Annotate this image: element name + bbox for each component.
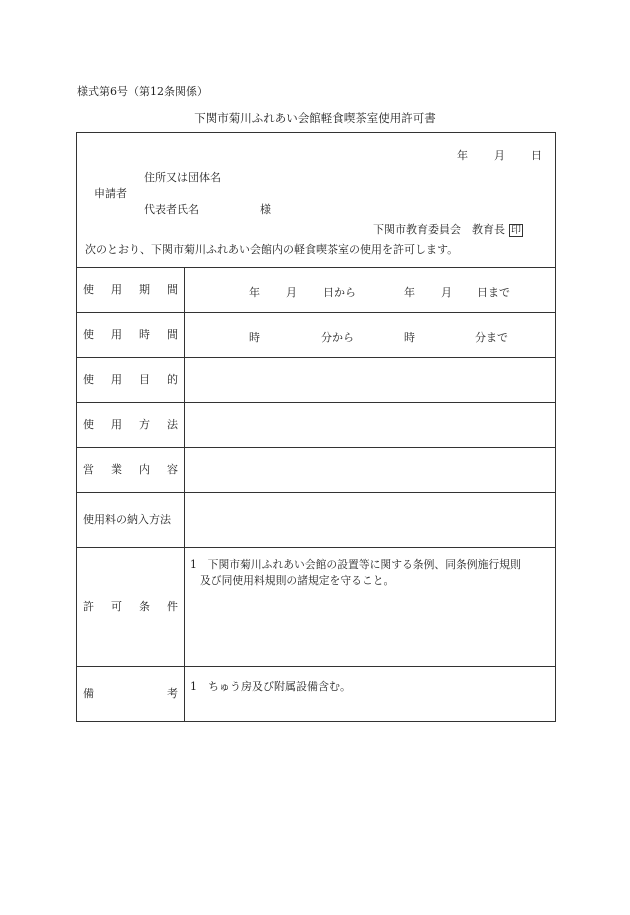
applicant-label: 申請者 xyxy=(94,187,127,200)
business-label xyxy=(77,447,184,492)
purpose-label xyxy=(77,357,184,402)
permit-form-table xyxy=(76,132,556,722)
date-month: 月 xyxy=(494,149,505,162)
time-label-char: 時 xyxy=(139,328,150,341)
permission-statement: 次のとおり、下関市菊川ふれあい会館内の軽食喫茶室の使用を許可します。 xyxy=(85,243,459,256)
issuer xyxy=(373,221,523,237)
period-label-char: 間 xyxy=(167,283,178,296)
time-minute-to: 分まで xyxy=(475,331,508,344)
business-label-char: 業 xyxy=(111,463,122,476)
period-month-start: 月 xyxy=(286,286,297,299)
time-label-char: 間 xyxy=(167,328,178,341)
time-minute-from: 分から xyxy=(321,331,354,344)
seal-mark: 印 xyxy=(511,225,521,236)
time-hour-end: 時 xyxy=(404,331,415,344)
address-label: 住所又は団体名 xyxy=(144,171,221,184)
document-title: 下関市菊川ふれあい会館軽食喫茶室使用許可書 xyxy=(194,111,436,125)
form-number: 様式第6号（第12条関係） xyxy=(77,85,208,98)
purpose-label-char: 使 xyxy=(83,373,94,386)
purpose-label-char: 目 xyxy=(139,373,150,386)
time-hour-start: 時 xyxy=(249,331,260,344)
honorific: 様 xyxy=(260,203,271,216)
period-label-char: 使 xyxy=(83,283,94,296)
period-day-from: 日から xyxy=(323,286,356,299)
method-label-char: 用 xyxy=(111,418,122,431)
time-label-char: 用 xyxy=(111,328,122,341)
fee-label xyxy=(77,492,184,547)
business-label-char: 内 xyxy=(139,463,150,476)
period-year-start: 年 xyxy=(249,286,260,299)
period-label xyxy=(77,267,184,312)
fee-label-text: 使用料の納入方法 xyxy=(83,513,171,526)
time-label xyxy=(77,312,184,357)
condition-text-line2: 及び同使用料規則の諸規定を守ること。 xyxy=(200,574,395,587)
method-label xyxy=(77,402,184,447)
period-label-char: 期 xyxy=(139,283,150,296)
date-year: 年 xyxy=(457,149,468,162)
period-month-end: 月 xyxy=(441,286,452,299)
business-label-char: 営 xyxy=(83,463,94,476)
remarks-label-char: 考 xyxy=(167,687,178,700)
column-divider xyxy=(184,267,185,722)
purpose-label-char: 用 xyxy=(111,373,122,386)
period-label-char: 用 xyxy=(111,283,122,296)
remarks-label-char: 備 xyxy=(83,687,94,700)
method-label-char: 法 xyxy=(167,418,178,431)
conditions-label-char: 許 xyxy=(83,600,94,613)
time-label-char: 使 xyxy=(83,328,94,341)
date-day: 日 xyxy=(531,149,542,162)
business-label-char: 容 xyxy=(167,463,178,476)
period-year-end: 年 xyxy=(404,286,415,299)
purpose-label-char: 的 xyxy=(167,373,178,386)
conditions-label-char: 件 xyxy=(167,600,178,613)
conditions-label-char: 条 xyxy=(139,600,150,613)
conditions-label xyxy=(77,547,184,666)
condition-text-line1: 1 下関市菊川ふれあい会館の設置等に関する条例、同条例施行規則 xyxy=(190,558,521,571)
conditions-label-char: 可 xyxy=(111,600,122,613)
representative-label: 代表者氏名 xyxy=(144,203,199,216)
method-label-char: 方 xyxy=(139,418,150,431)
method-label-char: 使 xyxy=(83,418,94,431)
issuer-name: 下関市教育委員会 教育長 xyxy=(373,223,505,236)
period-day-to: 日まで xyxy=(477,286,510,299)
remarks-label xyxy=(77,666,184,722)
remarks-text: 1 ちゅう房及び附属設備含む。 xyxy=(190,680,351,693)
